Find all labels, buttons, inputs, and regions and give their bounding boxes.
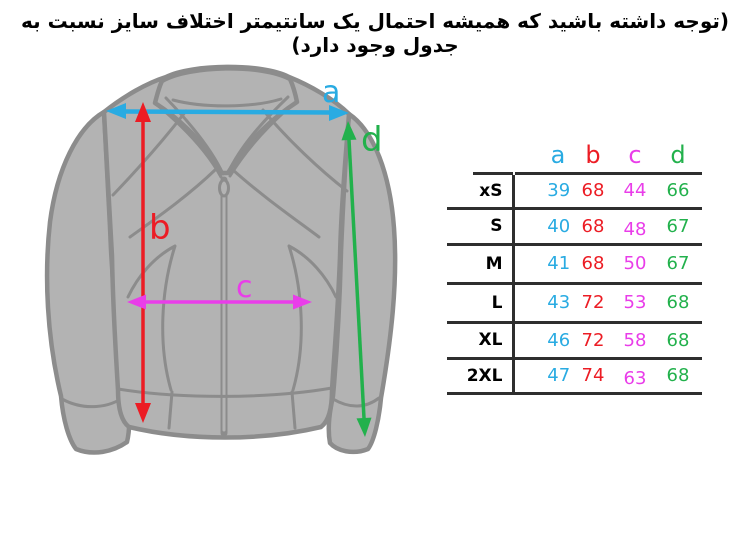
value-cell: 72 <box>581 283 617 322</box>
value-cell: 67 <box>659 208 702 244</box>
measure-label-a: a <box>322 75 341 110</box>
size-label: L <box>447 283 513 322</box>
table-row-m <box>447 244 702 283</box>
value-cell: 40 <box>513 208 581 244</box>
value-cell: 50 <box>617 244 659 283</box>
value-cell: 46 <box>513 322 581 358</box>
value-cell: 41 <box>513 244 581 283</box>
value-cell: 68 <box>581 244 617 283</box>
column-header-d: d <box>659 138 702 173</box>
table-header-row <box>447 138 702 173</box>
value-cell: 39 <box>513 173 581 208</box>
value-cell: 48 <box>617 208 659 244</box>
value-cell: 68 <box>659 322 702 358</box>
value-cell: 66 <box>659 173 702 208</box>
size-label: S <box>447 208 513 244</box>
value-cell: 74 <box>581 358 617 393</box>
value-cell: 68 <box>581 173 617 208</box>
value-cell: 72 <box>581 322 617 358</box>
jacket-diagram <box>30 55 450 470</box>
value-cell: 58 <box>617 322 659 358</box>
table-row-2xl <box>447 358 702 393</box>
value-cell: 68 <box>659 358 702 393</box>
measure-label-b: b <box>149 208 171 248</box>
value-cell: 53 <box>617 283 659 322</box>
size-label: XL <box>447 322 513 358</box>
column-header-b: b <box>581 138 617 173</box>
table-corner-cell <box>447 138 513 173</box>
table-row-l <box>447 283 702 322</box>
measure-label-c: c <box>236 270 253 305</box>
value-cell: 63 <box>617 358 659 393</box>
measure-label-d: d <box>361 120 383 160</box>
value-cell: 44 <box>617 173 659 208</box>
column-header-c: c <box>617 138 659 173</box>
size-table <box>447 138 702 395</box>
value-cell: 43 <box>513 283 581 322</box>
column-header-a: a <box>513 138 581 173</box>
value-cell: 68 <box>581 208 617 244</box>
value-cell: 47 <box>513 358 581 393</box>
table-row-xs <box>447 173 702 208</box>
table-row-s <box>447 208 702 244</box>
size-label: xS <box>447 173 513 208</box>
size-label: 2XL <box>447 358 513 393</box>
jacket-illustration <box>47 67 395 453</box>
zipper-pull <box>220 180 229 196</box>
table-row-xl <box>447 322 702 358</box>
note-text: (توجه داشته باشید که همیشه احتمال یک سانتیمتر اختلاف سایز نسبت به جدول وجود دارد) <box>20 9 730 57</box>
size-label: M <box>447 244 513 283</box>
value-cell: 67 <box>659 244 702 283</box>
value-cell: 68 <box>659 283 702 322</box>
